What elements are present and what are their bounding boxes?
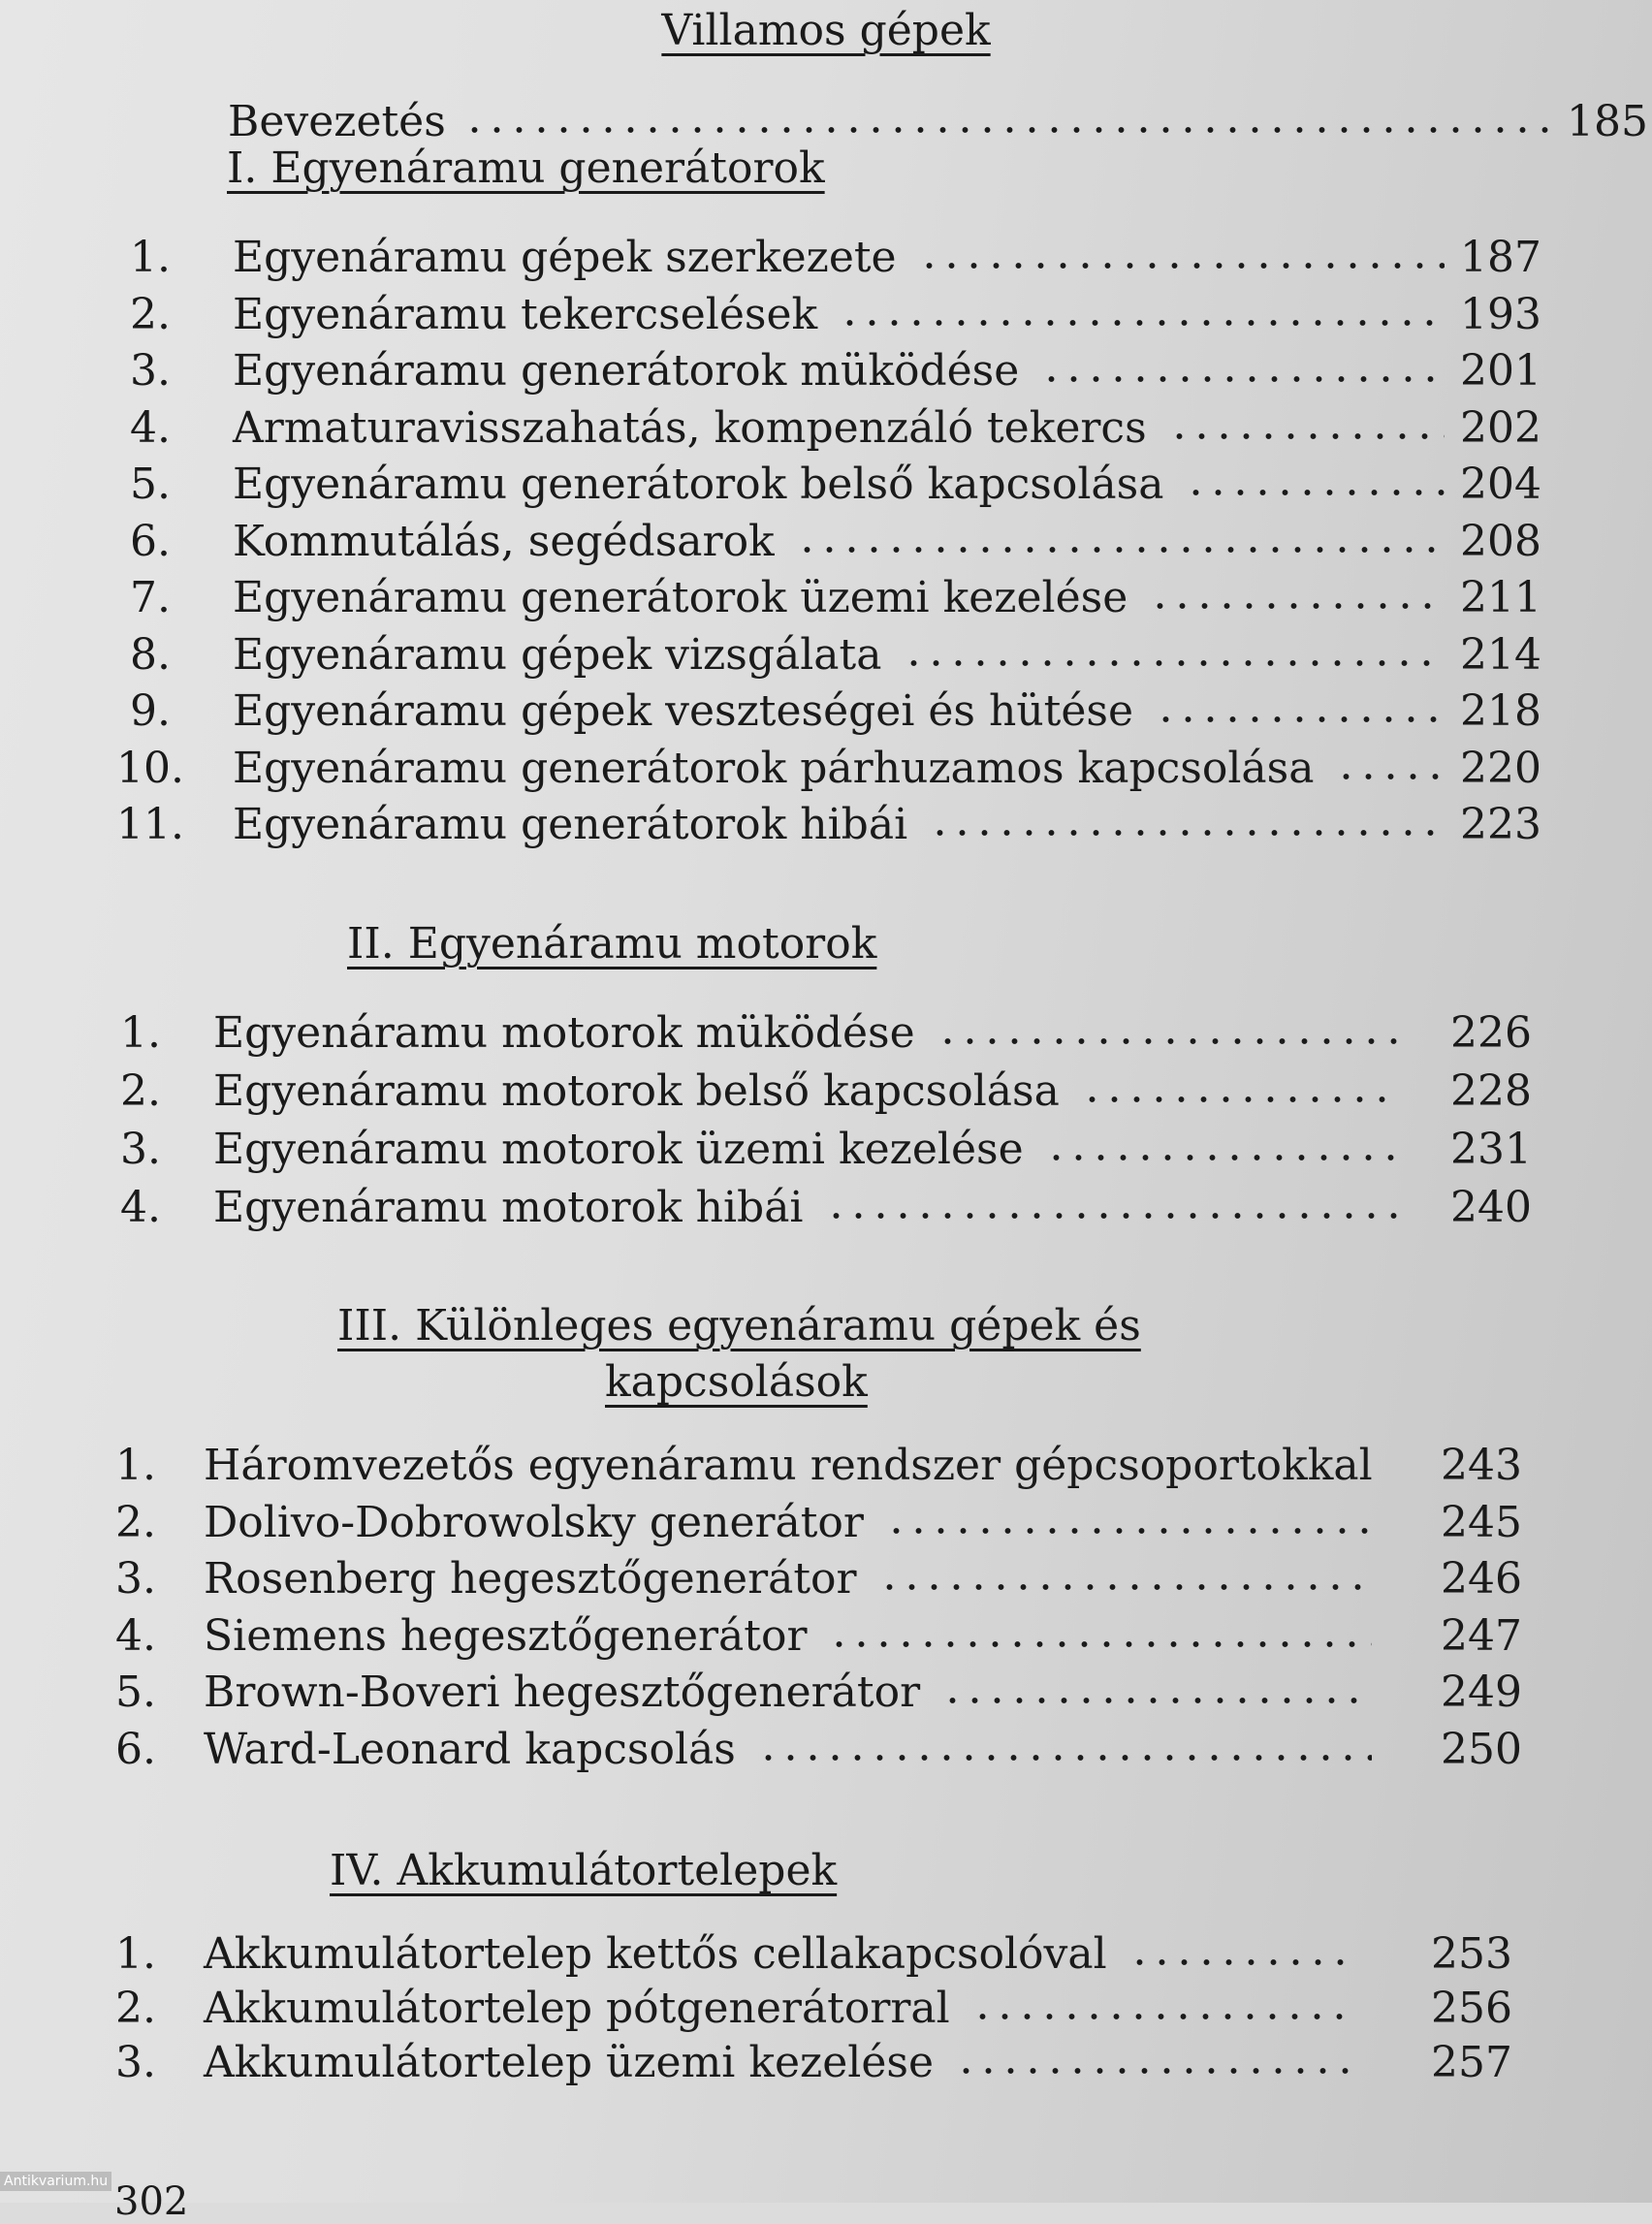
toc-entry-number: 9. xyxy=(130,686,171,736)
toc-entry-label: Bevezetés xyxy=(228,97,446,146)
toc-entry xyxy=(78,1498,1532,1552)
toc-entry-number: 1. xyxy=(115,1441,156,1490)
toc-entry-number: 5. xyxy=(115,1668,156,1717)
toc-entry-number: 10. xyxy=(116,743,184,793)
toc-entry-label: Egyenáramu gépek veszteségei és hütése xyxy=(233,686,1134,736)
dot-leader xyxy=(825,1212,1401,1220)
toc-entry-page: 257 xyxy=(1431,2038,1512,2087)
toc-entry-page: 202 xyxy=(1460,402,1541,453)
toc-entry-page: 211 xyxy=(1460,573,1541,622)
toc-entry-page: 228 xyxy=(1450,1066,1532,1116)
toc-entry-number: 6. xyxy=(115,1724,156,1774)
watermark: Antikvarium.hu xyxy=(0,2172,111,2191)
toc-entry-page: 185 xyxy=(1567,97,1648,146)
toc-entry-number: 1. xyxy=(115,1929,156,1979)
section-heading-4: IV. Akkumulátortelepek xyxy=(330,1846,838,1895)
toc-entry xyxy=(92,346,1546,400)
dot-leader xyxy=(1155,715,1445,723)
toc-entry-number: 4. xyxy=(130,402,171,453)
toc-entry-label: Dolivo-Dobrowolsky generátor xyxy=(204,1497,864,1547)
page-title: Villamos gépek xyxy=(661,6,991,55)
section-heading-1: I. Egyenáramu generátorok xyxy=(227,143,825,193)
section-heading-2: II. Egyenáramu motorok xyxy=(347,919,877,969)
toc-entry-label: Egyenáramu motorok hibái xyxy=(213,1183,804,1232)
toc-entry xyxy=(78,1725,1532,1779)
toc-entry-page: 193 xyxy=(1460,289,1541,339)
section-heading-3: III. Különleges egyenáramu gépek és xyxy=(337,1301,1141,1350)
dot-leader xyxy=(903,659,1445,667)
toc-entry-label: Rosenberg hegesztőgenerátor xyxy=(204,1554,857,1604)
dot-leader xyxy=(1081,1096,1401,1103)
toc-entry-label: Egyenáramu generátorok üzemi kezelése xyxy=(233,573,1128,622)
dot-leader xyxy=(1128,1958,1357,1966)
toc-entry xyxy=(92,517,1546,571)
toc-entry xyxy=(92,744,1546,798)
toc-entry xyxy=(82,1183,1537,1237)
toc-entry xyxy=(78,1929,1532,1984)
toc-entry-label: Egyenáramu tekercselések xyxy=(233,289,818,339)
dot-leader xyxy=(796,546,1445,554)
page-number: 302 xyxy=(114,2179,189,2224)
toc-entry-label: Egyenáramu gépek vizsgálata xyxy=(233,629,882,680)
toc-entry-number: 2. xyxy=(120,1066,161,1116)
toc-entry-label: Egyenáramu motorok müködése xyxy=(213,1008,915,1058)
toc-entry-page: 231 xyxy=(1450,1125,1532,1174)
toc-entry-label: Egyenáramu generátorok hibái xyxy=(233,800,908,849)
toc-entry-label: Egyenáramu generátorok müködése xyxy=(233,346,1020,396)
toc-entry-page: 223 xyxy=(1460,800,1541,849)
toc-entry xyxy=(78,1441,1532,1495)
dot-leader xyxy=(885,1527,1372,1535)
toc-entry-page: 250 xyxy=(1441,1724,1522,1774)
toc-entry-number: 1. xyxy=(130,233,171,282)
toc-entry xyxy=(82,1066,1537,1121)
toc-entry-page: 247 xyxy=(1441,1610,1522,1661)
toc-entry xyxy=(92,460,1546,514)
toc-entry xyxy=(78,2038,1532,2092)
toc-entry xyxy=(82,1125,1537,1179)
toc-entry xyxy=(92,630,1546,684)
toc-entry-page: 243 xyxy=(1441,1441,1522,1490)
toc-entry-label: Egyenáramu motorok üzemi kezelése xyxy=(213,1125,1024,1174)
toc-entry-number: 6. xyxy=(130,516,171,566)
toc-entry-label: Egyenáramu generátorok párhuzamos kapcsolása xyxy=(233,743,1315,793)
toc-entry-page: 240 xyxy=(1450,1183,1532,1232)
toc-entry-number: 7. xyxy=(130,573,171,622)
toc-entry-page: 245 xyxy=(1441,1497,1522,1547)
toc-entry xyxy=(92,290,1546,344)
toc-entry-page: 256 xyxy=(1431,1984,1512,2033)
toc-entry-number: 2. xyxy=(115,1497,156,1547)
toc-entry-page: 226 xyxy=(1450,1008,1532,1058)
toc-entry-page: 208 xyxy=(1460,516,1541,566)
dot-leader xyxy=(828,1640,1372,1648)
dot-leader xyxy=(918,262,1445,270)
toc-entry-label: Akkumulátortelep kettős cellakapcsolóval xyxy=(204,1929,1107,1979)
toc-entry-number: 1. xyxy=(120,1008,161,1058)
dot-leader xyxy=(955,2067,1357,2075)
toc-entry xyxy=(78,1554,1532,1608)
toc-entry xyxy=(92,403,1546,458)
toc-entry-page: 218 xyxy=(1460,686,1541,736)
toc-entry-label: Armaturavisszahatás, kompenzáló tekercs xyxy=(233,402,1147,453)
toc-entry-label: Egyenáramu generátorok belső kapcsolása xyxy=(233,460,1164,509)
section-heading-3-line2: kapcsolások xyxy=(605,1357,868,1407)
dot-leader xyxy=(1185,489,1445,496)
toc-entry-label: Háromvezetős egyenáramu rendszer gépcsoportokkal xyxy=(204,1441,1373,1490)
toc-entry-page: 253 xyxy=(1431,1929,1512,1979)
toc-entry-page: 214 xyxy=(1460,629,1541,680)
toc-entry-label: Brown-Boveri hegesztőgenerátor xyxy=(204,1668,921,1717)
dot-leader xyxy=(941,1697,1372,1704)
toc-entry-page: 187 xyxy=(1460,233,1541,282)
dot-leader xyxy=(1168,432,1445,440)
dot-leader xyxy=(463,126,1551,134)
toc-entry-number: 8. xyxy=(130,629,171,680)
toc-entry-page: 204 xyxy=(1460,460,1541,509)
toc-entry-label: Egyenáramu gépek szerkezete xyxy=(233,233,897,282)
toc-entry-number: 2. xyxy=(115,1984,156,2033)
toc-entry-label: Ward-Leonard kapcsolás xyxy=(204,1724,736,1774)
toc-entry xyxy=(92,686,1546,741)
dot-leader xyxy=(757,1754,1372,1762)
dot-leader xyxy=(1040,375,1445,383)
toc-entry-page: 220 xyxy=(1460,743,1541,793)
toc-entry xyxy=(78,1668,1532,1722)
toc-entry-label: Egyenáramu motorok belső kapcsolása xyxy=(213,1066,1060,1116)
toc-entry-number: 3. xyxy=(115,1554,156,1604)
dot-leader xyxy=(929,829,1445,837)
toc-entry-number: 3. xyxy=(120,1125,161,1174)
toc-entry-label: Kommutálás, segédsarok xyxy=(233,516,775,566)
toc-entry-number: 4. xyxy=(115,1610,156,1661)
toc-entry xyxy=(78,1611,1532,1666)
dot-leader xyxy=(1045,1154,1401,1161)
toc-entry xyxy=(92,573,1546,627)
toc-entry xyxy=(92,800,1546,854)
toc-entry xyxy=(92,233,1546,287)
toc-entry-number: 4. xyxy=(120,1183,161,1232)
dot-leader xyxy=(937,1037,1401,1045)
dot-leader xyxy=(971,2013,1357,2020)
toc-entry-number: 5. xyxy=(130,460,171,509)
toc-entry xyxy=(82,1008,1537,1063)
toc-entry-number: 3. xyxy=(130,346,171,396)
toc-entry-number: 11. xyxy=(116,800,184,849)
toc-entry-page: 249 xyxy=(1441,1668,1522,1717)
toc-entry-label: Akkumulátortelep üzemi kezelése xyxy=(204,2038,934,2087)
toc-entry-number: 3. xyxy=(115,2038,156,2087)
toc-entry xyxy=(78,1984,1532,2038)
toc-entry-label: Siemens hegesztőgenerátor xyxy=(204,1610,808,1661)
toc-entry-page: 201 xyxy=(1460,346,1541,396)
toc-entry-number: 2. xyxy=(130,289,171,339)
toc-entry-label: Akkumulátortelep pótgenerátorral xyxy=(204,1984,950,2033)
toc-entry-page: 246 xyxy=(1441,1554,1522,1604)
dot-leader xyxy=(878,1583,1372,1591)
dot-leader xyxy=(1149,602,1445,610)
dot-leader xyxy=(839,319,1445,327)
dot-leader xyxy=(1335,773,1445,780)
